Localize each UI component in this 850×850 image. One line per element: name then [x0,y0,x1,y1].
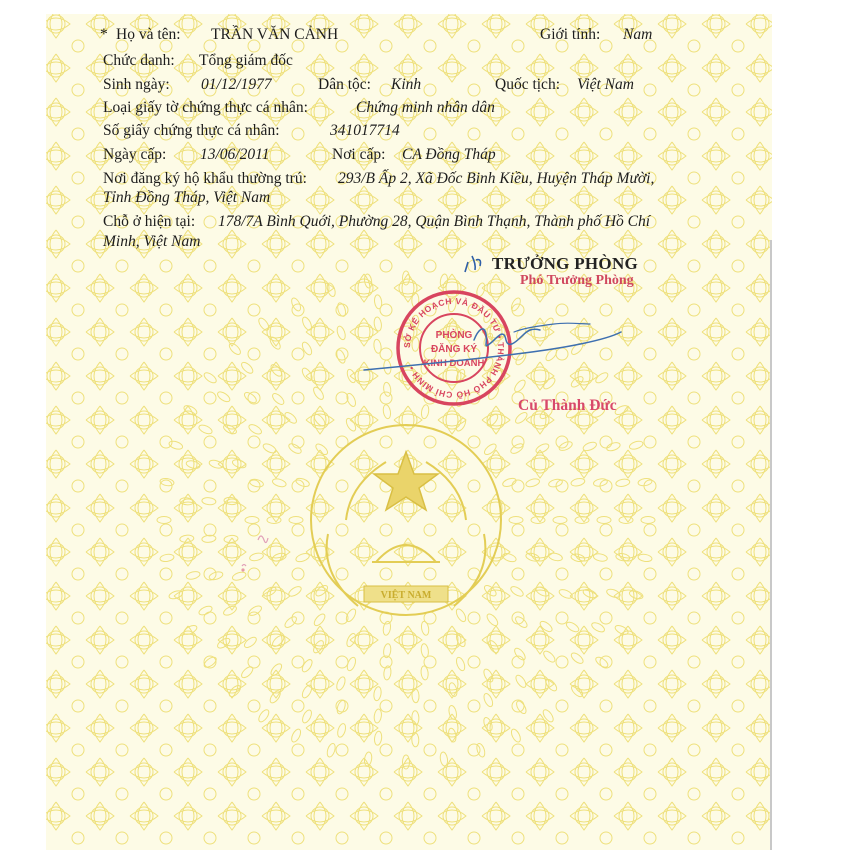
birth-date-value: 01/12/1977 [201,76,272,93]
current-address-label: Chỗ ở hiện tại: [103,213,196,230]
current-address-value-1: 178/7A Bình Quới, Phường 28, Quận Bình Thạnh, Thành phố Hồ Chí [218,213,651,230]
id-type-value: Chứng minh nhân dân [356,99,495,116]
nationality-value: Việt Nam [577,76,634,93]
issue-date-label: Ngày cấp: [103,146,167,163]
bullet-asterisk: * [100,26,108,43]
position-value: Tổng giám đốc [199,52,293,69]
nationality-label: Quốc tịch: [495,76,560,93]
id-type-label: Loại giấy tờ chứng thực cá nhân: [103,99,308,116]
certificate-page [46,14,772,850]
gender-value: Nam [623,26,653,43]
signatory-name: Củ Thành Đức [518,397,617,414]
emblem-star [374,452,438,510]
gender-label: Giới tính: [540,26,601,43]
current-address-value-2: Minh, Việt Nam [103,233,201,250]
issue-place-value: CA Đồng Tháp [402,146,496,163]
scan-edge [770,240,772,850]
ethnicity-value: Kinh [391,76,422,93]
stamp-ring-text: SỞ KẾ HOẠCH VÀ ĐẦU TƯ • THÀNH PHỐ HỒ CHÍ MINH • [401,295,507,401]
id-number-label: Số giấy chứng thực cá nhân: [103,122,280,139]
permanent-address-value-2: Tỉnh Đồng Tháp, Việt Nam [103,189,271,206]
signatory-title: TRƯỞNG PHÒNG [492,254,639,273]
national-emblem [46,14,772,850]
ethnicity-label: Dân tộc: [318,76,371,93]
signatory-subtitle: Phó Trưởng Phòng [520,273,634,288]
stamp-line-2: ĐĂNG KÝ [430,344,478,355]
full-name-value: TRẦN VĂN CẢNH [211,26,339,43]
issue-date-value: 13/06/2011 [200,146,270,163]
birth-date-label: Sinh ngày: [103,76,170,93]
emblem-banner-text: VIỆT NAM [380,590,432,601]
stamp-line-3: KINH DOANH [423,358,485,369]
full-name-label: Họ và tên: [116,26,181,43]
permanent-address-label: Nơi đăng ký hộ khẩu thường trú: [103,170,307,187]
id-number-value: 341017714 [330,122,400,139]
stamp-line-1: PHÒNG [435,330,473,341]
permanent-address-value-1: 293/B Ấp 2, Xã Đốc Binh Kiều, Huyện Tháp Mười, [338,170,655,187]
issue-place-label: Nơi cấp: [332,146,386,163]
position-label: Chức danh: [103,52,175,69]
emblem-cogwheel [376,545,436,562]
